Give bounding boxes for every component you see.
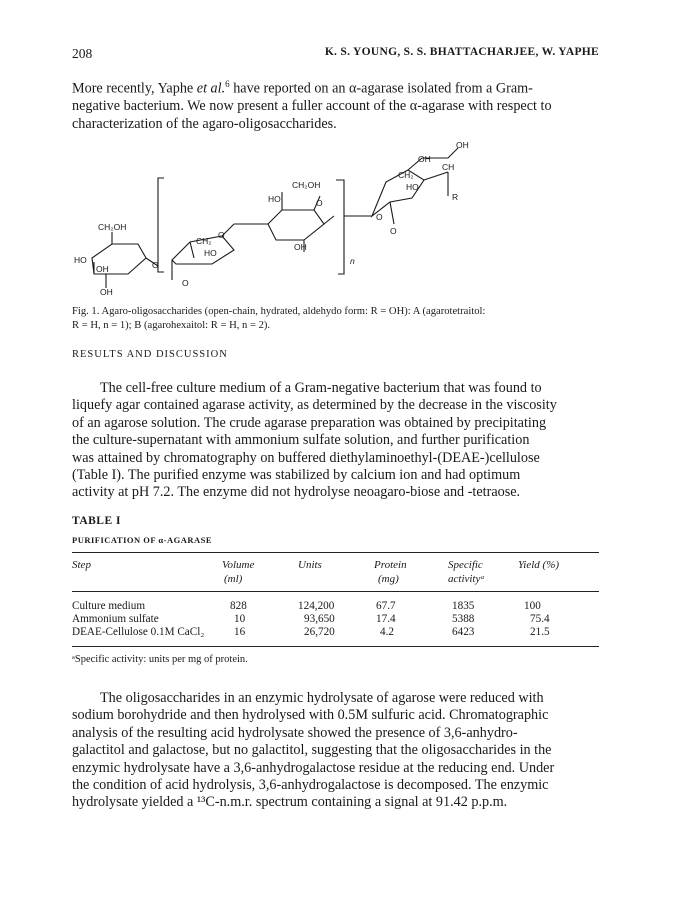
para1-line: The cell-free culture medium of a Gram-negative bacterium that was found to bbox=[100, 380, 542, 396]
cell-protein: 4.2 bbox=[380, 626, 394, 638]
intro-paragraph bbox=[72, 76, 599, 133]
para1-line: (Table I). The purified enzyme was stabilized by calcium ion and had optimum bbox=[72, 467, 521, 484]
fig-label-r: R bbox=[452, 192, 459, 202]
table-title: PURIFICATION OF α-AGARASE bbox=[72, 535, 213, 545]
cell-step: Ammonium sulfate bbox=[72, 613, 159, 625]
intro-line-2: negative bacterium. We now present a fuller account of the α-agarase with respect to bbox=[72, 98, 552, 115]
header-yield: Yield (%) bbox=[518, 559, 560, 571]
header-volume: Volume bbox=[222, 559, 255, 571]
cell-yield: 21.5 bbox=[530, 626, 550, 638]
fig-label-ch2oh-2: CH₂OH bbox=[292, 180, 321, 190]
fig-label-o-1: O bbox=[152, 260, 159, 270]
para2-line: analysis of the resulting acid hydrolysate showed the presence of 3,6-anhydro- bbox=[72, 724, 518, 741]
fig-label-oh-4: OH bbox=[418, 154, 431, 164]
fig-label-oh-5: OH bbox=[456, 140, 469, 150]
fig-label-n: n bbox=[350, 256, 355, 266]
table-label: TABLE I bbox=[72, 515, 121, 527]
fig-label-oh-3: OH bbox=[294, 242, 307, 252]
para1-line: was attained by chromatography on buffered diethylaminoethyl-(DEAE-)cellulose bbox=[72, 449, 540, 466]
cell-volume: 828 bbox=[230, 600, 247, 612]
structural-formula-figure bbox=[72, 140, 599, 297]
header-volume-unit: (ml) bbox=[224, 573, 243, 585]
fig-label-ch2-2: CH₂ bbox=[398, 170, 414, 180]
para1-line: of an agarose solution. The crude agarase preparation was obtained by precipitating bbox=[72, 414, 547, 431]
fig-label-ho-2: HO bbox=[204, 248, 217, 258]
cell-step: Culture medium bbox=[72, 600, 146, 612]
para2-line: galactitol and galactose, but no galactitol, suggesting that the oligosaccharides in the bbox=[72, 742, 552, 759]
para2-line: the condition of acid hydrolysis, 3,6-anhydrogalactose is decomposed. The enzymic bbox=[72, 777, 549, 794]
results-paragraph-1 bbox=[72, 380, 599, 502]
para1-line: the culture-supernatant with ammonium sulfate solution, and further purification bbox=[72, 432, 530, 449]
cell-protein: 67.7 bbox=[376, 600, 396, 612]
cell-step: DEAE-Cellulose 0.1M CaCl₂ bbox=[72, 626, 205, 638]
header-step: Step bbox=[72, 559, 91, 571]
header-protein-unit: (mg) bbox=[378, 573, 399, 585]
fig-label-o-3: O bbox=[182, 278, 189, 288]
cell-units: 124,200 bbox=[298, 600, 335, 612]
para2-line: enzymic hydrolysate have a 3,6-anhydrogalactose residue at the reducing end. Under bbox=[72, 759, 555, 776]
cell-units: 26,720 bbox=[304, 626, 335, 638]
para1-line: activity at pH 7.2. The enzyme did not hydrolyse neoagaro-biose and -tetraose. bbox=[72, 484, 521, 501]
header-specific-2: activityᵃ bbox=[448, 573, 485, 585]
fig-label-ho-4: HO bbox=[406, 182, 419, 192]
cell-volume: 16 bbox=[234, 626, 246, 638]
intro-line-3: characterization of the agaro-oligosaccharides. bbox=[72, 115, 337, 132]
cell-specific: 1835 bbox=[452, 600, 475, 612]
header-protein: Protein bbox=[374, 559, 407, 571]
fig-label-oh-2: OH bbox=[100, 287, 113, 297]
cell-units: 93,650 bbox=[304, 613, 335, 625]
cell-volume: 10 bbox=[234, 613, 246, 625]
cell-yield: 100 bbox=[524, 600, 541, 612]
table-footnote: ᵃSpecific activity: units per mg of protein. bbox=[72, 654, 248, 665]
para2-line: sodium borohydride and then hydrolysed with 0.5M sulfuric acid. Chromatographic bbox=[72, 707, 549, 724]
figure-caption bbox=[72, 305, 599, 332]
fig-label-oh-1: OH bbox=[96, 264, 109, 274]
intro-line-1: More recently, Yaphe et al.$^6$ have reported on an α-agarase isolated from a Gram- bbox=[72, 79, 533, 97]
cell-protein: 17.4 bbox=[376, 613, 396, 625]
page-header bbox=[72, 46, 599, 64]
fig-label-ho-3: HO bbox=[268, 194, 281, 204]
fig-label-o-6: O bbox=[390, 226, 397, 236]
header-specific: Specific bbox=[448, 559, 483, 571]
table-top-rule bbox=[72, 552, 599, 553]
caption-line-1: Fig. 1. Agaro-oligosaccharides (open-chain, hydrated, aldehydo form: R = OH): A (agarotetraitol: bbox=[72, 306, 486, 317]
fig-label-ho-1: HO bbox=[74, 255, 87, 265]
running-title: K. S. YOUNG, S. S. BHATTACHARJEE, W. YAPHE bbox=[324, 46, 599, 58]
cell-yield: 75.4 bbox=[530, 613, 550, 625]
cell-specific: 6423 bbox=[452, 626, 475, 638]
section-heading: RESULTS AND DISCUSSION bbox=[72, 349, 228, 360]
fig-label-ch2-1: CH₂ bbox=[196, 236, 212, 246]
fig-label-ch2oh-1: CH₂OH bbox=[98, 222, 127, 232]
cell-specific: 5388 bbox=[452, 613, 475, 625]
table-header-rule bbox=[72, 591, 599, 592]
header-units: Units bbox=[298, 559, 322, 571]
fig-label-o-5: O bbox=[376, 212, 383, 222]
results-paragraph-2 bbox=[72, 690, 599, 812]
fig-label-o-4: O bbox=[316, 198, 323, 208]
caption-line-2: R = H, n = 1); B (agarohexaitol: R = H, n = 2). bbox=[72, 319, 271, 331]
fig-label-o-2: O bbox=[218, 230, 225, 240]
para1-line: liquefy agar contained agarase activity, as determined by the decrease in the viscosity bbox=[72, 397, 557, 414]
page-number: 208 bbox=[72, 46, 93, 61]
para2-line: hydrolysate yielded a ¹³C-n.m.r. spectrum containing a signal at 91.42 p.p.m. bbox=[72, 794, 508, 811]
table-bottom-rule bbox=[72, 646, 599, 647]
para2-line: The oligosaccharides in an enzymic hydrolysate of agarose were reduced with bbox=[100, 690, 544, 706]
fig-label-ch: CH bbox=[442, 162, 455, 172]
